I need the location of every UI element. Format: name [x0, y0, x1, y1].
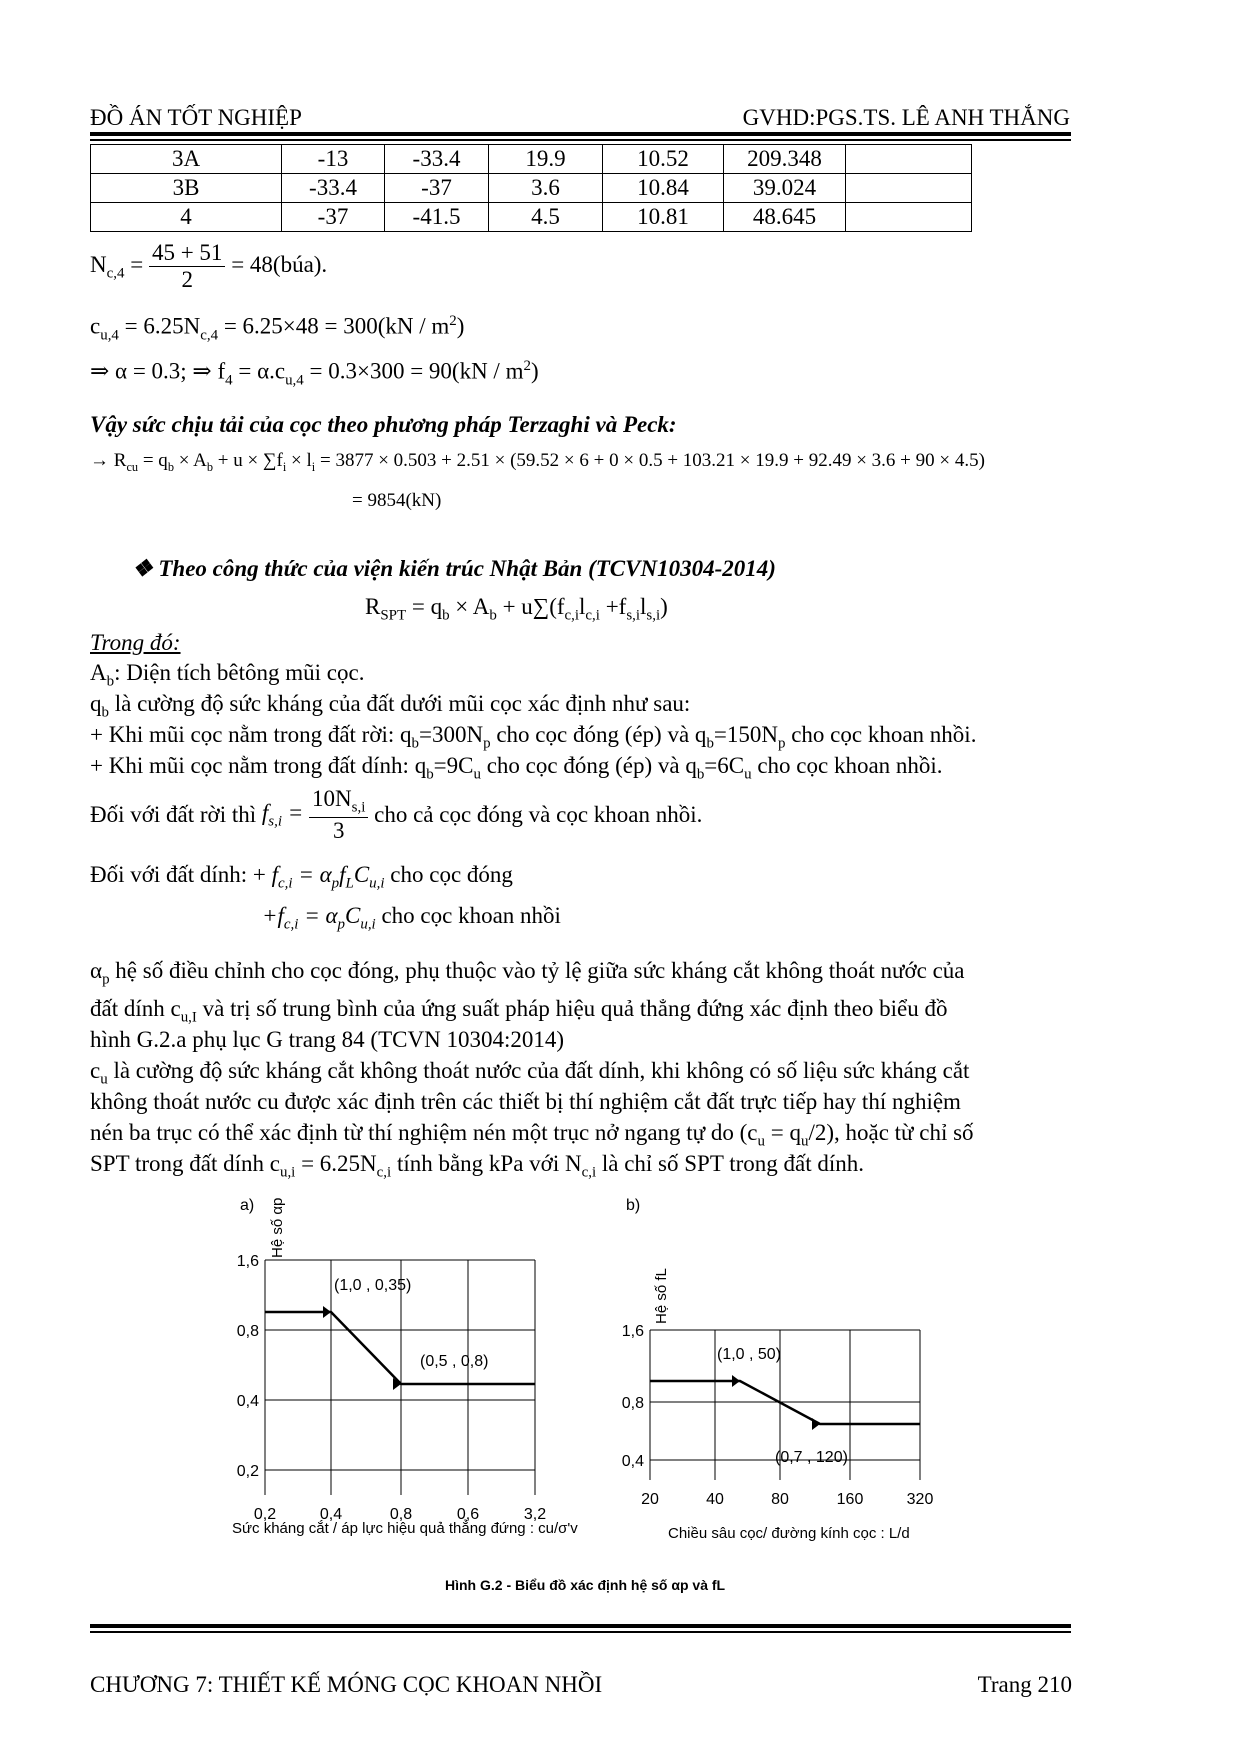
x-tick-label: 0,2	[253, 1506, 277, 1523]
table-cell: -33.4	[282, 174, 385, 203]
y-axis-label: Hệ số αp	[269, 1197, 286, 1258]
rcu-result: = 9854(kN)	[352, 490, 442, 511]
page-footer	[90, 1672, 1072, 1698]
fsi-line: Đối với đất rời thì $f_{s,i}$ = $\frac{10N_{s,i}}{3}$ cho cả cọc đóng và cọc khoan nhồi.	[90, 786, 703, 843]
x-tick-label: 160	[836, 1491, 864, 1508]
table-cell: -37	[385, 174, 489, 203]
cu-desc-1: $c_u$ là cường độ sức kháng cắt không thoát nước của đất dính, khi không có số liệu sức kháng cắt	[90, 1058, 970, 1088]
y-tick-label: 0,4	[621, 1453, 644, 1470]
formula-nc4: $N_{c,4}$ = $\frac{45 + 51}{2}$ = 48(búa).	[90, 240, 328, 292]
annotation: (0,7 , 120)	[775, 1449, 848, 1466]
table-cell: 10.81	[603, 203, 724, 232]
qb-dat-dinh: + Khi mũi cọc nằm trong đất dính: $q_b=9C_u$ cho cọc đóng (ép) và $q_b=6C_u$ cho cọc khoan nhồi.	[90, 753, 943, 783]
y-tick-label: 0,2	[236, 1463, 259, 1480]
table-cell: 39.024	[724, 174, 846, 203]
data-point-arrow	[323, 1306, 331, 1318]
x-tick-label: 0,6	[456, 1506, 480, 1523]
table-cell	[846, 174, 972, 203]
header-right: GVHD:PGS.TS. LÊ ANH THẮNG	[742, 105, 1070, 130]
y-tick-label: 0,4	[236, 1393, 259, 1410]
annotation: (0,5 , 0,8)	[420, 1353, 489, 1370]
table-cell: -33.4	[385, 145, 489, 174]
table-cell: 10.84	[603, 174, 724, 203]
data-point-arrow	[732, 1375, 740, 1387]
y-tick-label: 1,6	[621, 1323, 644, 1340]
trong-do-label: Trong đó:	[90, 630, 181, 655]
x-tick-label: 40	[706, 1491, 724, 1508]
alpha-p-desc-3: hình G.2.a phụ lục G trang 84 (TCVN 10304:2014)	[90, 1027, 564, 1052]
footer-rule-thin	[90, 1631, 1071, 1633]
ab-line: $A_b$: Diện tích bêtông mũi cọc.	[90, 660, 365, 690]
table-cell: 3A	[91, 145, 282, 174]
cu-desc-3: nén ba trục có thể xác định từ thí nghiệm nén một trục nở ngang tự do $(c_u = q_u/2)$, hoặc từ chỉ số	[90, 1120, 974, 1150]
page-number: Trang 210	[977, 1672, 1072, 1697]
y-tick-label: 1,6	[236, 1253, 259, 1270]
table-cell: -37	[282, 203, 385, 232]
table-cell: -13	[282, 145, 385, 174]
x-axis-label: Sức kháng cắt / áp lực hiệu quả thẳng đứng : cu/σ'v	[232, 1520, 578, 1537]
header-left: ĐỒ ÁN TỐT NGHIỆP	[90, 105, 302, 130]
fci-dong-line: Đối với đất dính: + $f_{c,i} = \alpha_pf_LC_{u,i}$ cho cọc đóng	[90, 862, 513, 892]
formula-cu4: $c_{u,4} = 6.25N_{c,4} = 6.25\times 48 = 300(kN / m^2)$	[90, 313, 465, 344]
rspt-formula: $R_{SPT} = q_b \times A_b + u\sum(f_{c,i}l_{c,i} +f_{s,i}l_{s,i})$	[365, 594, 668, 624]
footer-left: CHƯƠNG 7: THIẾT KẾ MÓNG CỌC KHOAN NHỒI	[90, 1672, 603, 1697]
terzaghi-heading: Vậy sức chịu tải của cọc theo phương pháp Terzaghi và Peck:	[90, 412, 677, 437]
x-tick-label: 3,2	[523, 1506, 547, 1523]
data-point-arrow	[812, 1418, 820, 1430]
table-cell: 4	[91, 203, 282, 232]
x-tick-label: 0,8	[389, 1506, 413, 1523]
annotation: (1,0 , 0,35)	[334, 1277, 412, 1294]
cu-desc-4: SPT trong đất dính $c_{u,i} = 6.25N_{c,i}$ tính bằng kPa với $N_{c,i}$ là chỉ số SPT trong đất dính.	[90, 1151, 865, 1181]
table-cell	[846, 203, 972, 232]
table-row	[91, 145, 972, 174]
qb-line: $q_b$ là cường độ sức kháng của đất dưới mũi cọc xác định như sau:	[90, 691, 691, 721]
data-table	[90, 144, 972, 232]
x-tick-label: 80	[771, 1491, 789, 1508]
x-tick-label: 0,4	[319, 1506, 343, 1523]
table-row	[91, 174, 972, 203]
table-cell: 4.5	[489, 203, 603, 232]
table-cell: 3B	[91, 174, 282, 203]
header-rule-thin	[90, 139, 1071, 141]
table-cell: 19.9	[489, 145, 603, 174]
y-axis-label: Hệ số fL	[653, 1268, 670, 1324]
y-tick-label: 0,8	[236, 1323, 259, 1340]
x-axis-label: Chiều sâu cọc/ đường kính cọc : L/d	[668, 1525, 910, 1542]
formula-alpha: ⇒ α = 0.3; ⇒ $f_4 = \alpha.c_{u,4} = 0.3\times 300 = 90(kN / m^2)$	[90, 358, 539, 389]
chart-a	[232, 1197, 578, 1537]
panel-label: a)	[240, 1197, 255, 1214]
panel-label: b)	[626, 1197, 641, 1214]
table-row	[91, 203, 972, 232]
chart-b	[622, 1197, 934, 1542]
japan-heading: ❖ Theo công thức của viện kiến trúc Nhật Bản (TCVN10304-2014)	[132, 556, 776, 581]
table-cell: 48.645	[724, 203, 846, 232]
annotation: (1,0 , 50)	[717, 1346, 782, 1363]
series-line	[265, 1312, 535, 1384]
table-cell: 3.6	[489, 174, 603, 203]
page-header	[90, 105, 1070, 131]
alpha-p-desc-2: đất dính $c_{u,I}$ và trị số trung bình của ứng suất pháp hiệu quả thẳng đứng xác định theo biểu đồ	[90, 996, 948, 1026]
table-cell	[846, 145, 972, 174]
cu-desc-2: không thoát nước cu được xác định trên các thiết bị thí nghiệm cắt đất trực tiếp hay thí nghiệm	[90, 1089, 961, 1114]
table-cell: 10.52	[603, 145, 724, 174]
data-point-arrow	[393, 1378, 401, 1390]
header-rule-thick	[90, 132, 1071, 136]
table-cell: -41.5	[385, 203, 489, 232]
x-tick-label: 320	[906, 1491, 934, 1508]
alpha-p-desc-1: $\alpha_p$ hệ số điều chỉnh cho cọc đóng, phụ thuộc vào tỷ lệ giữa sức kháng cắt không thoát nước của	[90, 958, 965, 988]
footer-rule-thick	[90, 1624, 1071, 1628]
fci-khoan-line: $+f_{c,i} = \alpha_pC_{u,i}$ cho cọc khoan nhồi	[262, 903, 561, 933]
y-tick-label: 0,8	[621, 1395, 644, 1412]
figure-caption: Hình G.2 - Biểu đồ xác định hệ số αp và fL	[445, 1577, 726, 1593]
x-tick-label: 20	[641, 1491, 659, 1508]
diamond-bullet-icon: ❖	[132, 556, 159, 581]
qb-dat-roi: + Khi mũi cọc nằm trong đất rời: $q_b=300N_p$ cho cọc đóng (ép) và $q_b=150N_p$ cho cọc khoan nhồi.	[90, 722, 977, 752]
series-line	[650, 1381, 920, 1424]
rcu-formula: → $R_{cu} = q_b \times A_b + u \times \sum f_i \times l_i = 3877 \times 0.503 + 2.51 \times (59.52 \times 6 + 0 \times 0.5 + 103.21 \times 19.9 + 92.49 \times 3.6 + 90 \times 4.5)$	[90, 450, 985, 474]
table-cell: 209.348	[724, 145, 846, 174]
